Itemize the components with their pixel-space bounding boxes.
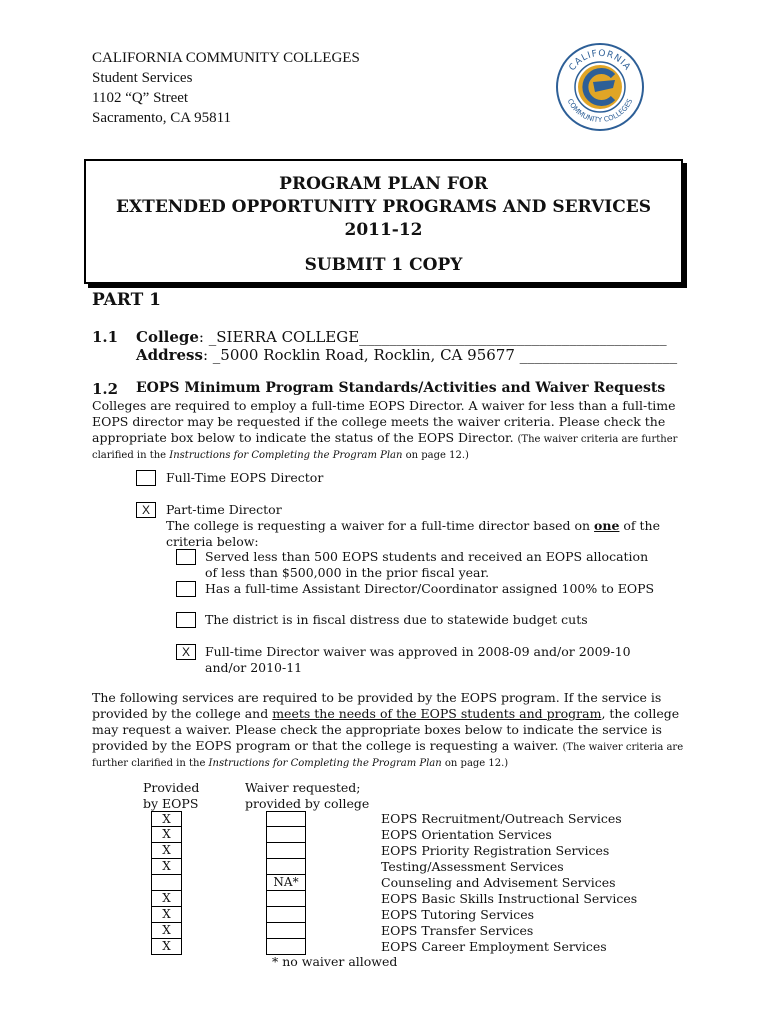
services-intro-line2 — [92, 706, 683, 722]
waiver-requested-cell[interactable] — [266, 939, 306, 955]
s12-line4-a: clarified in the — [92, 450, 170, 461]
dept-name: Student Services — [92, 70, 193, 86]
college-line — [136, 328, 667, 346]
header-address — [92, 48, 360, 128]
s12-line4-b: on page 12.) — [402, 450, 469, 461]
waiver-requested-cell[interactable] — [266, 859, 306, 875]
criteria-1-line2: of less than $500,000 in the prior fiscal year. — [205, 565, 490, 580]
section-1-2-number: 1.2 — [92, 380, 119, 398]
title-line4: SUBMIT 1 COPY — [304, 255, 463, 275]
criteria-2-line1: Has a full-time Assistant Director/Coordinator assigned 100% to EOPS — [205, 581, 655, 596]
services-intro-line3: may request a waiver. Please check the appropriate boxes below to indicate the service is — [92, 722, 662, 737]
eops-provided-cell[interactable]: X — [151, 827, 182, 843]
s12-line1: Colleges are required to employ a full-time EOPS Director. A waiver for less than a full-time — [92, 398, 676, 413]
criteria-1-line1: Served less than 500 EOPS students and received an EOPS allocation — [205, 549, 649, 564]
criteria-4-checkbox[interactable]: X — [176, 644, 196, 660]
college-value: : _SIERRA COLLEGE_________________________________________ — [198, 328, 667, 346]
parttime-director-label: Part-time Director — [166, 502, 282, 517]
table-footnote: * no waiver allowed — [272, 954, 398, 969]
services-intro-line4-a: provided by the EOPS program or that the college is requesting a waiver. — [92, 738, 563, 753]
s12-line4 — [92, 448, 677, 464]
seal-bottom-text: COMMUNITY COLLEGES — [565, 97, 635, 125]
service-name: Counseling and Advisement Services — [381, 875, 616, 890]
service-name: EOPS Transfer Services — [381, 923, 534, 938]
eops-provided-cell[interactable]: X — [151, 907, 182, 923]
address-value: : _5000 Rocklin Road, Rocklin, CA 95677 _____________________ — [202, 346, 678, 364]
fulltime-director-checkbox[interactable] — [136, 470, 156, 486]
waiver-requested-cell[interactable] — [266, 923, 306, 939]
s12-line2: EOPS director may be requested if the college meets the waiver criteria. Please check the — [92, 414, 666, 429]
services-intro-line2-a: provided by the college and — [92, 706, 273, 721]
title-line1: PROGRAM PLAN FOR — [279, 174, 488, 194]
waiver-request-line2: criteria below: — [166, 534, 259, 549]
criteria-2-checkbox[interactable] — [176, 581, 196, 597]
eops-provided-cell[interactable]: X — [151, 939, 182, 955]
eops-provided-cell[interactable]: X — [151, 811, 182, 827]
org-name: CALIFORNIA COMMUNITY COLLEGES — [92, 50, 360, 66]
eops-provided-cell[interactable]: X — [151, 859, 182, 875]
services-intro-line5-b: on page 12.) — [441, 758, 509, 769]
address-label: Address — [136, 346, 203, 364]
s12-line4-italic: Instructions for Completing the Program Plan — [169, 450, 403, 461]
col-provided-header-2: by EOPS — [143, 796, 199, 811]
fulltime-director-label: Full-Time EOPS Director — [166, 470, 324, 485]
city-address: Sacramento, CA 95811 — [92, 110, 232, 126]
seal-top-text: CALIFORNIA — [567, 48, 633, 73]
eops-provided-cell[interactable] — [151, 875, 182, 891]
services-intro-line4 — [92, 738, 683, 756]
col-provided-header-1: Provided — [143, 780, 200, 795]
street-address: 1102 “Q” Street — [92, 90, 189, 106]
col-waiver-header-2: provided by college — [245, 796, 370, 811]
services-intro-line2-b: , the college — [601, 706, 680, 721]
title-line2: EXTENDED OPPORTUNITY PROGRAMS AND SERVICES — [116, 197, 651, 217]
criteria-3-checkbox[interactable] — [176, 612, 196, 628]
waiver-request-line1 — [166, 518, 660, 534]
waiver-request-one: one — [594, 518, 620, 533]
address-line — [136, 346, 677, 364]
waiver-requested-cell[interactable]: NA* — [266, 875, 306, 891]
services-intro-line5-italic: Instructions for Completing the Program Plan — [208, 758, 442, 769]
eops-provided-cell[interactable]: X — [151, 891, 182, 907]
service-name: EOPS Orientation Services — [381, 827, 552, 842]
section-1-1-number: 1.1 — [92, 328, 119, 346]
parttime-director-checkbox[interactable]: X — [136, 502, 156, 518]
services-intro-line1: The following services are required to be provided by the EOPS program. If the service is — [92, 690, 662, 705]
criteria-4-line1: Full-time Director waiver was approved in 2008-09 and/or 2009-10 — [205, 644, 631, 659]
services-intro — [92, 690, 683, 772]
s12-para — [92, 398, 677, 464]
criteria-4-line2: and/or 2010-11 — [205, 660, 303, 675]
s12-line3-note: (The waiver criteria are further — [517, 434, 678, 445]
services-intro-line4-note: (The waiver criteria are — [562, 742, 684, 753]
waiver-requested-cell[interactable] — [266, 811, 306, 827]
services-intro-line5-a: further clarified in the — [92, 758, 209, 769]
criteria-3-line1: The district is in fiscal distress due to statewide budget cuts — [205, 612, 588, 627]
title-line3: 2011-12 — [344, 220, 423, 240]
service-name: EOPS Recruitment/Outreach Services — [381, 811, 622, 826]
eops-provided-cell[interactable]: X — [151, 843, 182, 859]
waiver-requested-cell[interactable] — [266, 907, 306, 923]
services-intro-line2-underline: meets the needs of the EOPS students and program — [272, 706, 602, 721]
service-name: Testing/Assessment Services — [381, 859, 564, 874]
service-name: EOPS Career Employment Services — [381, 939, 607, 954]
service-name: EOPS Basic Skills Instructional Services — [381, 891, 638, 906]
s12-line3-text: appropriate box below to indicate the status of the EOPS Director. — [92, 430, 514, 445]
waiver-request-a: The college is requesting a waiver for a full-time director based on — [166, 518, 595, 533]
service-name: EOPS Priority Registration Services — [381, 843, 610, 858]
col-waiver-header-1: Waiver requested; — [245, 780, 361, 795]
services-intro-line5 — [92, 756, 683, 772]
college-seal-logo — [555, 42, 645, 132]
college-label: College — [136, 328, 199, 346]
waiver-requested-cell[interactable] — [266, 843, 306, 859]
waiver-request-c: of the — [619, 518, 661, 533]
section-1-2-heading: EOPS Minimum Program Standards/Activities and Waiver Requests — [136, 380, 666, 396]
criteria-1-checkbox[interactable] — [176, 549, 196, 565]
s12-line3 — [92, 430, 677, 448]
service-name: EOPS Tutoring Services — [381, 907, 535, 922]
part-heading: PART 1 — [92, 290, 161, 310]
waiver-requested-cell[interactable] — [266, 891, 306, 907]
waiver-requested-cell[interactable] — [266, 827, 306, 843]
eops-provided-cell[interactable]: X — [151, 923, 182, 939]
